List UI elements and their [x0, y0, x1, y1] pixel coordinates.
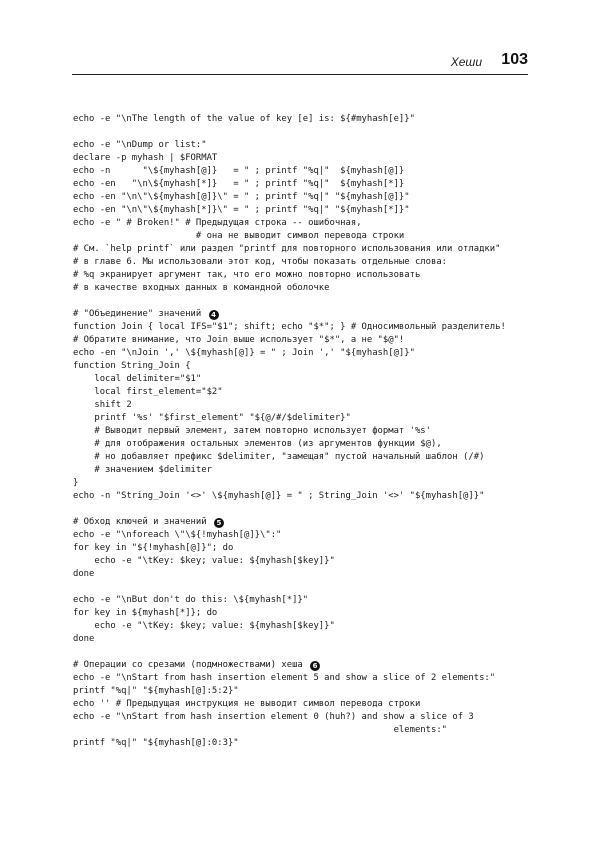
code-text: done: [73, 634, 95, 644]
code-line: [73, 139, 533, 152]
section-title: Хеши: [450, 55, 482, 69]
callout-marker-icon: 5: [214, 518, 224, 528]
code-line: [73, 178, 533, 191]
code-text: # %q экранирует аргумент так, что его можно повторно использовать: [73, 270, 421, 280]
code-text: echo -en "\nJoin ',' \${myhash[@]} = " ; Join ',' "${myhash[@]}": [73, 348, 415, 358]
code-text: echo '' # Предыдущая инструкция не выводит символ перевода строки: [73, 699, 421, 709]
code-text: echo -e "\nThe length of the value of key [e] is: ${#myhash[e]}": [73, 114, 415, 124]
code-line: [73, 464, 533, 477]
code-text: # в качестве входных данных в командной оболочке: [73, 283, 330, 293]
code-line: [73, 425, 533, 438]
code-text: # значением $delimiter: [73, 465, 212, 475]
code-line: [73, 633, 533, 646]
code-line: [73, 672, 533, 685]
code-line: [73, 503, 533, 516]
code-text: # для отображения остальных элементов (из аргументов функции $@),: [73, 439, 442, 449]
code-line: [73, 451, 533, 464]
code-line: [73, 555, 533, 568]
code-text: function Join { local IFS="$1"; shift; echo "$*"; } # Односимвольный разделитель!: [73, 322, 506, 332]
code-line: [73, 516, 533, 529]
code-text: for key in "${!myhash[@]}"; do: [73, 543, 234, 553]
code-text: shift 2: [73, 400, 132, 410]
code-line: [73, 204, 533, 217]
code-line: [73, 711, 533, 724]
code-line: [73, 685, 533, 698]
code-line: [73, 295, 533, 308]
code-text: local delimiter="$1": [73, 374, 202, 384]
code-line: [73, 360, 533, 373]
code-text: echo -n "String_Join '<>' \${myhash[@]} = " ; String_Join '<>' "${myhash[@]}": [73, 491, 485, 501]
code-line: [73, 659, 533, 672]
code-text: # Обратите внимание, что Join выше использует "$*", а не "$@"!: [73, 335, 405, 345]
code-line: [73, 581, 533, 594]
code-line: [73, 529, 533, 542]
code-line: [73, 542, 533, 555]
code-line: [73, 724, 533, 737]
code-line: [73, 490, 533, 503]
code-text: echo -e " # Broken!" # Предыдущая строка -- ошибочная,: [73, 218, 362, 228]
code-line: [73, 334, 533, 347]
code-text: local first_element="$2": [73, 387, 223, 397]
code-line: [73, 594, 533, 607]
code-line: [73, 438, 533, 451]
code-text: function String_Join {: [73, 361, 191, 371]
code-text: # но добавляет префикс $delimiter, "замещая" пустой начальный шаблон (/#): [73, 452, 485, 462]
code-line: [73, 152, 533, 165]
code-line: [73, 399, 533, 412]
code-line: [73, 568, 533, 581]
code-line: [73, 165, 533, 178]
code-text: done: [73, 569, 95, 579]
code-listing: [73, 113, 533, 750]
code-text: printf '%s' "$first_element" "${@/#/$delimiter}": [73, 413, 351, 423]
code-line: [73, 620, 533, 633]
code-text: echo -e "\tKey: $key; value: ${myhash[$key]}": [73, 556, 335, 566]
code-line: [73, 646, 533, 659]
code-line: [73, 477, 533, 490]
code-line: [73, 113, 533, 126]
code-text: # она не выводит символ перевода строки: [73, 231, 405, 241]
code-line: [73, 386, 533, 399]
code-line: [73, 308, 533, 321]
callout-marker-icon: 6: [310, 661, 320, 671]
code-line: [73, 230, 533, 243]
code-line: [73, 607, 533, 620]
code-line: [73, 217, 533, 230]
code-line: [73, 191, 533, 204]
code-text: echo -en "\n\"\${myhash[@]}\" = " ; printf "%q|" "${myhash[@]}": [73, 192, 410, 202]
code-line: [73, 737, 533, 750]
code-text: echo -e "\nStart from hash insertion element 5 and show a slice of 2 elements:": [73, 673, 496, 683]
code-text: echo -e "\nforeach \"\${!myhash[@]}\":": [73, 530, 282, 540]
code-text: for key in ${myhash[*]}; do: [73, 608, 218, 618]
code-text: # Операции со срезами (подмножествами) хеша: [73, 660, 309, 670]
code-text: printf "%q|" "${myhash[@]:5:2}": [73, 686, 239, 696]
code-text: echo -n "\${myhash[@]} = " ; printf "%q|" ${myhash[@]}: [73, 166, 405, 176]
code-line: [73, 321, 533, 334]
code-text: echo -e "\nStart from hash insertion element 0 (huh?) and show a slice of 3: [73, 712, 474, 722]
code-line: [73, 282, 533, 295]
code-text: # Выводит первый элемент, затем повторно использует формат '%s': [73, 426, 431, 436]
code-text: echo -e "\tKey: $key; value: ${myhash[$key]}": [73, 621, 335, 631]
code-line: [73, 412, 533, 425]
code-text: elements:": [73, 725, 448, 735]
code-text: # "Объединение" значений: [73, 309, 207, 319]
code-line: [73, 269, 533, 282]
code-text: echo -e "\nDump or list:": [73, 140, 207, 150]
code-text: # Обход ключей и значений: [73, 517, 212, 527]
code-line: [73, 698, 533, 711]
code-text: # См. `help printf` или раздел "printf для повторного использования или отладки": [73, 244, 501, 254]
callout-marker-icon: 4: [209, 310, 219, 320]
code-text: echo -en "\n\"\${myhash[*]}\" = " ; printf "%q|" "${myhash[*]}": [73, 205, 410, 215]
code-line: [73, 347, 533, 360]
code-line: [73, 126, 533, 139]
running-header: [72, 50, 528, 75]
code-text: # в главе 6. Мы использовали этот код, чтобы показать отдельные слова:: [73, 257, 448, 267]
code-text: echo -e "\nBut don't do this: \${myhash[*]}": [73, 595, 309, 605]
code-text: printf "%q|" "${myhash[@]:0:3}": [73, 738, 239, 748]
page-number: 103: [501, 51, 528, 68]
code-line: [73, 373, 533, 386]
code-text: declare -p myhash | $FORMAT: [73, 153, 218, 163]
code-text: }: [73, 478, 79, 488]
code-line: [73, 243, 533, 256]
code-text: echo -en "\n\${myhash[*]} = " ; printf "%q|" ${myhash[*]}: [73, 179, 405, 189]
code-line: [73, 256, 533, 269]
